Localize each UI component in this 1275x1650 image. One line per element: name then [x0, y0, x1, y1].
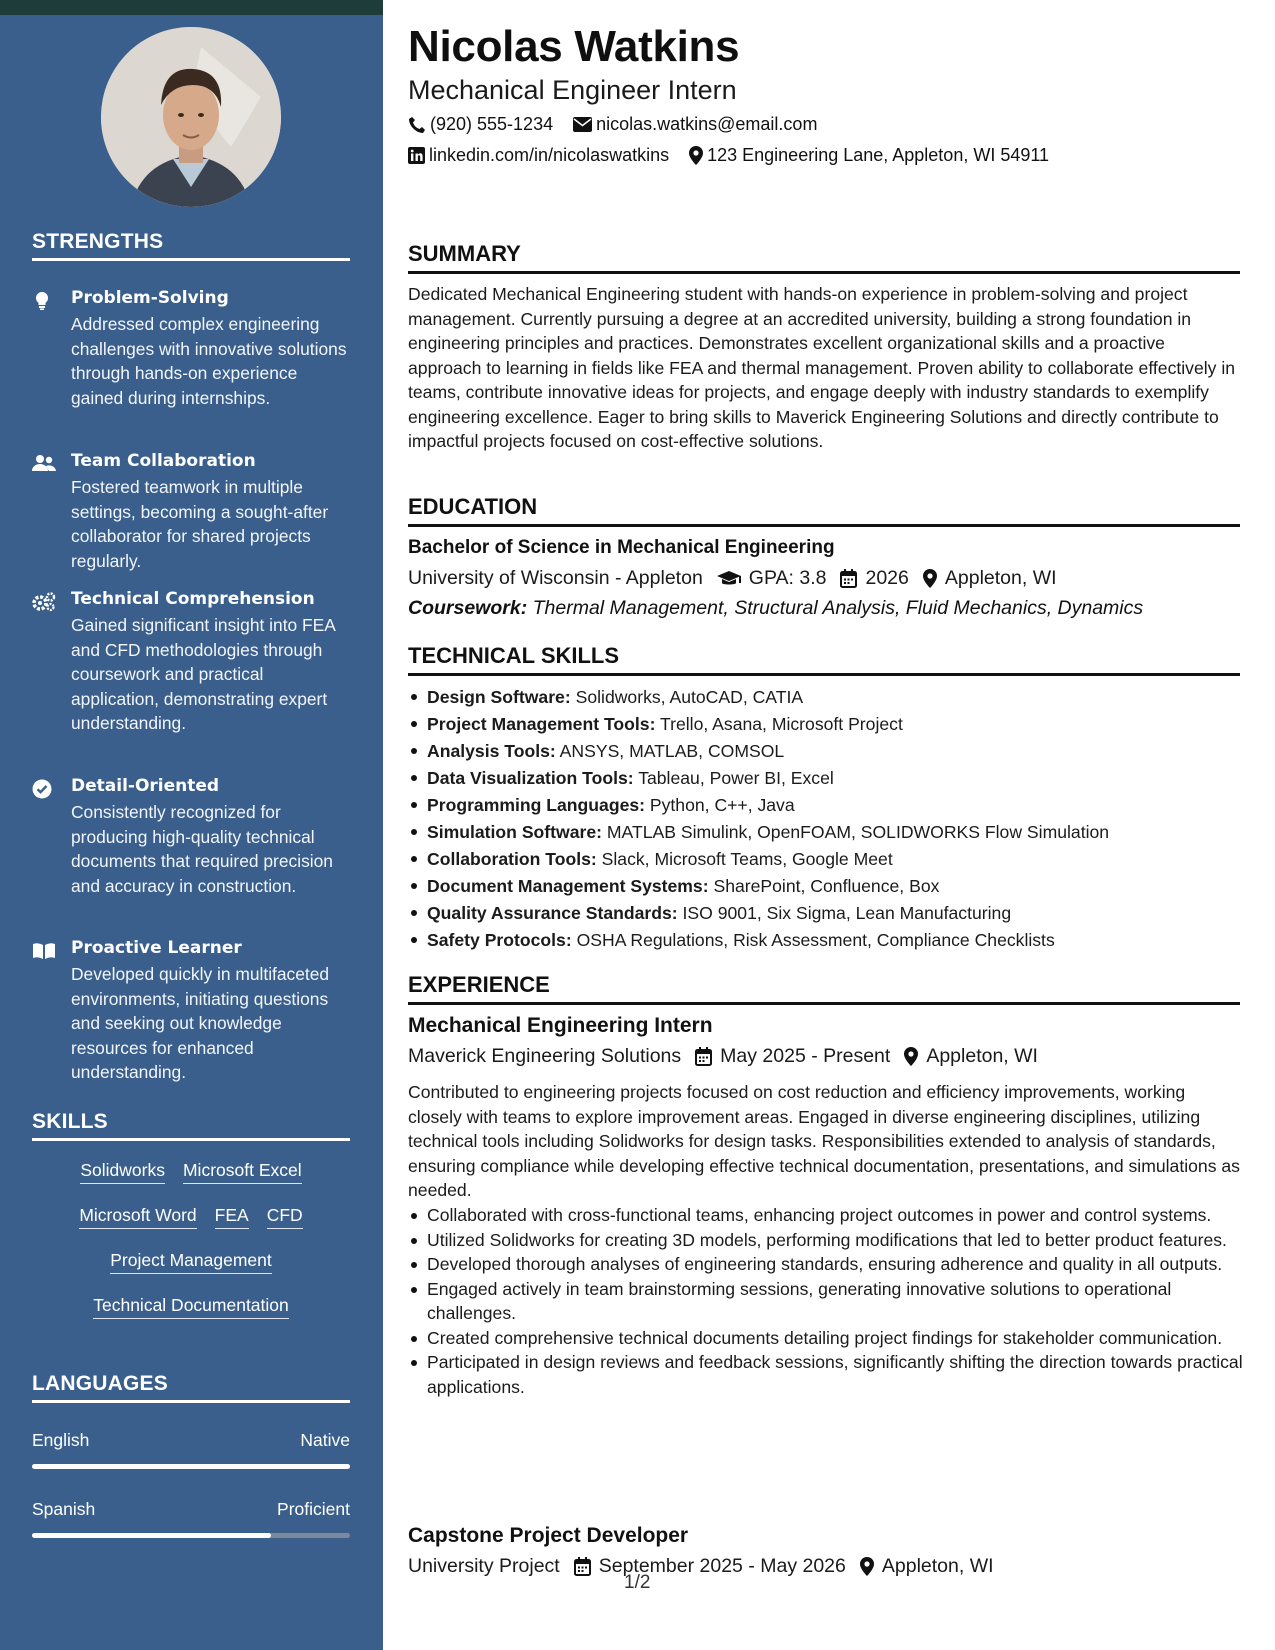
lightbulb-icon — [32, 291, 54, 311]
check-circle-icon — [32, 779, 54, 799]
list-item: Design Software: Solidworks, AutoCAD, CATIA — [427, 684, 1259, 711]
page-number: 1/2 — [624, 1572, 651, 1593]
technical-skills-heading: TECHNICAL SKILLS — [408, 643, 1240, 676]
sidebar-top-bar — [0, 0, 383, 15]
location-pin-icon — [904, 1047, 918, 1066]
list-item: Engaged actively in team brainstorming sessions, generating innovative solutions to operational challenges. — [427, 1277, 1259, 1326]
envelope-icon — [573, 117, 592, 132]
skill-tag: CFD — [267, 1203, 303, 1229]
calendar-icon — [695, 1047, 712, 1066]
job-dates: May 2025 - Present — [720, 1045, 891, 1067]
list-item: Developed thorough analyses of engineering standards, ensuring adherence and quality in all outputs. — [427, 1252, 1259, 1277]
list-item: Document Management Systems: SharePoint, Confluence, Box — [427, 873, 1259, 900]
list-item: Programming Languages: Python, C++, Java — [427, 792, 1259, 819]
gpa: GPA: 3.8 — [748, 567, 827, 589]
skills-heading: SKILLS — [32, 1110, 350, 1141]
location-pin-icon — [689, 146, 703, 165]
strength-description: Addressed complex engineering challenges with innovative solutions through hands-on experience gained during internships. — [71, 314, 347, 408]
skills-tags — [32, 1158, 350, 1338]
summary-heading: SUMMARY — [408, 241, 1240, 274]
strength-title: Detail-Oriented — [71, 776, 220, 796]
list-item: Safety Protocols: OSHA Regulations, Risk Assessment, Compliance Checklists — [427, 927, 1259, 954]
coursework — [408, 597, 1143, 620]
degree-title: Bachelor of Science in Mechanical Engineering — [408, 537, 835, 558]
job-dates: September 2025 - May 2026 — [598, 1555, 846, 1577]
strengths-heading: STRENGTHS — [32, 230, 350, 261]
list-item: Data Visualization Tools: Tableau, Power BI, Excel — [427, 765, 1259, 792]
job-meta — [408, 1045, 1052, 1068]
calendar-icon — [574, 1557, 591, 1576]
sidebar — [0, 0, 383, 1650]
school-name: University of Wisconsin - Appleton — [408, 567, 703, 589]
location-pin-icon — [923, 569, 937, 588]
education-heading: EDUCATION — [408, 494, 1240, 527]
graduation-cap-icon — [717, 570, 741, 588]
avatar — [101, 27, 281, 207]
linkedin-link[interactable]: linkedin.com/in/nicolaswatkins — [429, 145, 670, 165]
language-proficiency-bar — [32, 1464, 350, 1469]
list-item: Collaborated with cross-functional teams, enhancing project outcomes in power and control systems. — [427, 1203, 1259, 1228]
strength-description: Developed quickly in multifaceted environments, initiating questions and seeking out knowledge resources for enhanced understanding. — [71, 964, 330, 1082]
skill-tag: Microsoft Excel — [183, 1158, 302, 1184]
contact-row — [408, 145, 1069, 166]
address: 123 Engineering Lane, Appleton, WI 54911 — [707, 145, 1050, 165]
language-name: Spanish — [32, 1499, 96, 1519]
graduation-year: 2026 — [865, 567, 909, 589]
company-name: Maverick Engineering Solutions — [408, 1045, 682, 1067]
list-item: Utilized Solidworks for creating 3D models, performing modifications that led to better product features. — [427, 1228, 1259, 1253]
candidate-name: Nicolas Watkins — [408, 22, 740, 71]
location-pin-icon — [860, 1557, 874, 1576]
job-title: Capstone Project Developer — [408, 1524, 689, 1547]
phone-number: (920) 555-1234 — [430, 114, 554, 134]
job-bullets — [408, 1203, 1259, 1399]
skill-tag: Technical Documentation — [93, 1293, 289, 1319]
strength-description: Fostered teamwork in multiple settings, becoming a sought-after collaborator for shared projects regularly. — [71, 477, 329, 571]
strength-title: Problem-Solving — [71, 288, 229, 308]
language-level: Proficient — [277, 1499, 350, 1519]
list-item: Collaboration Tools: Slack, Microsoft Teams, Google Meet — [427, 846, 1259, 873]
job-meta — [408, 1555, 1008, 1578]
language-level: Native — [300, 1430, 350, 1450]
strength-title: Team Collaboration — [71, 451, 256, 471]
candidate-role: Mechanical Engineer Intern — [408, 75, 737, 105]
list-item: Project Management Tools: Trello, Asana, Microsoft Project — [427, 711, 1259, 738]
company-name: University Project — [408, 1555, 560, 1577]
coursework-label: Coursework: — [408, 597, 528, 619]
skill-tag: Solidworks — [80, 1158, 165, 1184]
calendar-icon — [840, 569, 857, 588]
technical-skills-list — [408, 684, 1259, 954]
phone-icon — [408, 116, 426, 134]
skill-tag: Project Management — [110, 1248, 271, 1274]
linkedin-icon — [408, 147, 425, 164]
languages-heading: LANGUAGES — [32, 1372, 350, 1403]
coursework-list: Thermal Management, Structural Analysis, Fluid Mechanics, Dynamics — [532, 597, 1144, 619]
experience-heading: EXPERIENCE — [408, 972, 1240, 1005]
users-icon — [32, 454, 54, 474]
language-proficiency-bar — [32, 1533, 350, 1538]
strength-description: Gained significant insight into FEA and CFD methodologies through coursework and practical application, demonstrating expert understanding. — [71, 615, 335, 733]
strength-title: Proactive Learner — [71, 938, 242, 958]
list-item: Participated in design reviews and feedback sessions, significantly shifting the direction towards practical applications. — [427, 1350, 1259, 1399]
education-location: Appleton, WI — [944, 567, 1057, 589]
skill-tag: Microsoft Word — [79, 1203, 196, 1229]
summary-text: Dedicated Mechanical Engineering student with hands-on experience in problem-solving and project management. Currently pursuing a degree at an accredited university, building a strong foundation in engineering principles and practices. Demonstrates excellent organizational skills and a proactive approach to learning in fields like FEA and thermal management. Proven ability to collaborate effectively in teams, contribute innovative ideas for projects, and engage deeply with industry standards to exemplify engineering excellence. Eager to bring skills to Maverick Engineering Solutions and directly contribute to impactful projects focused on cost-effective solutions. — [408, 284, 1236, 451]
gears-icon — [32, 592, 54, 612]
job-location: Appleton, WI — [881, 1555, 994, 1577]
strength-description: Consistently recognized for producing high-quality technical documents that required precision and accuracy in construction. — [71, 802, 333, 896]
email-link[interactable]: nicolas.watkins@email.com — [596, 114, 818, 134]
list-item: Simulation Software: MATLAB Simulink, OpenFOAM, SOLIDWORKS Flow Simulation — [427, 819, 1259, 846]
strength-title: Technical Comprehension — [71, 589, 315, 609]
language-name: English — [32, 1430, 90, 1450]
job-title: Mechanical Engineering Intern — [408, 1014, 713, 1037]
book-open-icon — [32, 941, 54, 961]
contact-row — [408, 114, 837, 135]
job-location: Appleton, WI — [926, 1045, 1038, 1067]
skill-tag: FEA — [215, 1203, 249, 1229]
list-item: Analysis Tools: ANSYS, MATLAB, COMSOL — [427, 738, 1259, 765]
list-item: Created comprehensive technical documents detailing project findings for stakeholder communication. — [427, 1326, 1259, 1351]
list-item: Quality Assurance Standards: ISO 9001, Six Sigma, Lean Manufacturing — [427, 900, 1259, 927]
job-description: Contributed to engineering projects focused on cost reduction and efficiency improvements, working closely with teams to explore improvement areas. Engaged in diverse engineering disciplines, utilizing technical tools including Solidworks for design tasks. Responsibilities extended to analysis of standards, ensuring compliance while developing effective technical documentation, presentations, and simulations as needed. — [408, 1082, 1240, 1200]
education-meta — [408, 567, 1071, 590]
